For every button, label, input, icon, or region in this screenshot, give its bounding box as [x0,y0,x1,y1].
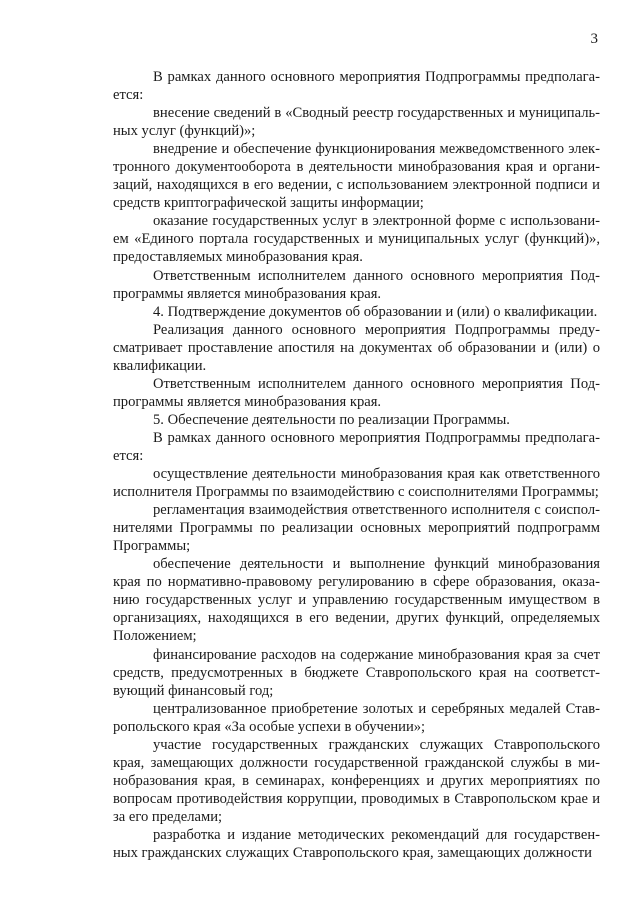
page-number: 3 [590,31,598,47]
paragraph: регламентация взаимодействия ответственного исполнителя с соиспол-нителями Программы по реализации основных мероприятий подпрограмм Программы; [113,502,600,555]
paragraph: участие государственных гражданских служащих Ставропольского края, замещающих должности государственной гражданской службы в ми-нобразования края, в семинарах, конференциях и других мероприятиях по вопросам противодействия коррупции, проводимых в Ставропольском крае и за его пределами; [113,736,600,825]
paragraph: Ответственным исполнителем данного основного мероприятия Под-программы является минобразования края. [113,267,600,302]
paragraph: Ответственным исполнителем данного основного мероприятия Под-программы является минобразования края. [113,375,600,410]
document-body [113,68,600,862]
paragraph: внедрение и обеспечение функционирования межведомственного элек-тронного документооборота в деятельности минобразования края и органи-заций, находящихся в его ведении, с использованием электронной подписи и средств криптографической защиты информации; [113,141,600,212]
paragraph: Реализация данного основного мероприятия Подпрограммы преду-сматривает проставление апостиля на документах об образовании и (или) о квалификации. [113,321,600,374]
paragraph: разработка и издание методических рекомендаций для государствен-ных гражданских служащих Ставропольского края, замещающих должности [113,826,600,862]
paragraph: В рамках данного основного мероприятия Подпрограммы предполага-ется: [113,69,600,104]
paragraph: централизованное приобретение золотых и серебряных медалей Став-ропольского края «За особые успехи в обучении»; [113,700,600,735]
paragraph: финансирование расходов на содержание минобразования края за счет средств, предусмотренных в бюджете Ставропольского края на соответст-вующий финансовый год; [113,646,600,699]
paragraph: В рамках данного основного мероприятия Подпрограммы предполага-ется: [113,429,600,464]
section-heading-5: 5. Обеспечение деятельности по реализации Программы. [153,411,510,428]
paragraph: внесение сведений в «Сводный реестр государственных и муниципаль-ных услуг (функций)»; [113,105,600,140]
paragraph: осуществление деятельности минобразования края как ответственного исполнителя Программы по взаимодействию с соисполнителями Программы; [113,466,600,501]
section-heading-4: 4. Подтверждение документов об образовании и (или) о квалификации. [153,303,598,320]
paragraph: оказание государственных услуг в электронной форме с использовани-ем «Единого портала государственных и муниципальных услуг (функций)», предоставляемых минобразования края. [113,213,600,266]
paragraph: обеспечение деятельности и выполнение функций минобразования края по нормативно-правовому регулированию в сфере образования, оказа-нию государственных услуг и управлению государственным имуществом в организациях, находящихся в его ведении, других функций, определяемых Положением; [113,556,600,645]
